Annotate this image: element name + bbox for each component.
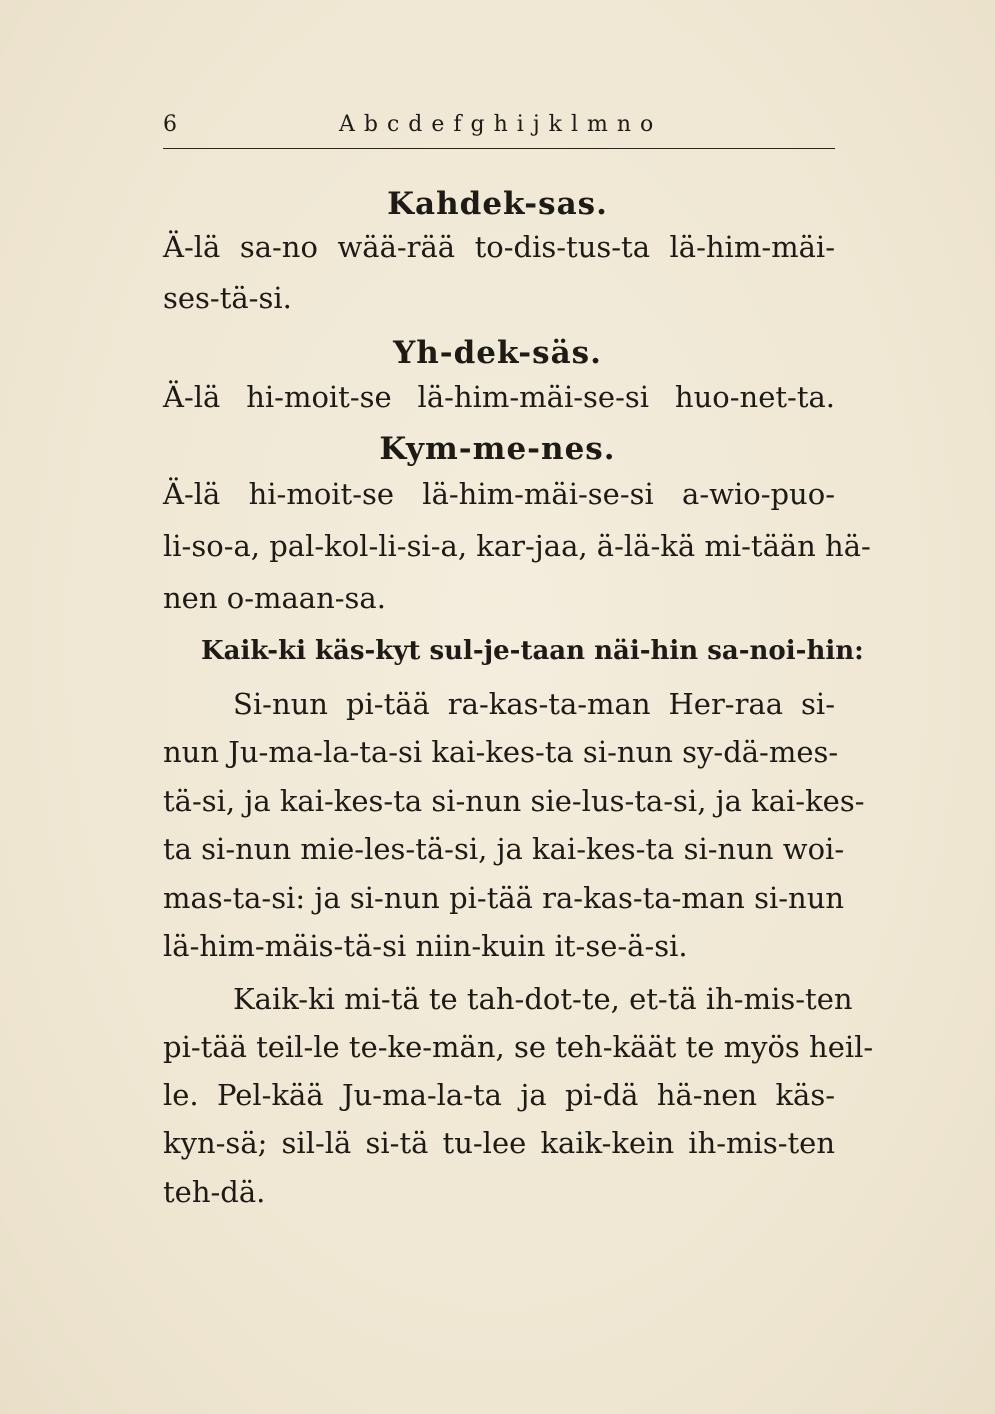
header-divider	[163, 148, 835, 149]
section-heading-eighth: Kahdek-sas.	[387, 186, 608, 222]
running-title-alphabet: Abcdefghijklmno	[339, 112, 663, 137]
text-line: Ä-lä hi-moit-se lä-him-mäi-se-si a-wio-puo-	[163, 477, 835, 511]
text-line: nun Ju-ma-la-ta-si kai-kes-ta si-nun sy-dä-mes-	[163, 735, 839, 769]
text-line: Kaik-ki mi-tä te tah-dot-te, et-tä ih-mis-ten	[233, 982, 853, 1016]
text-line: tä-si, ja kai-kes-ta si-nun sie-lus-ta-si, ja kai-kes-	[163, 784, 865, 818]
text-line: pi-tää teil-le te-ke-män, se teh-käät te myös heil-	[163, 1030, 874, 1064]
text-line: Ä-lä sa-no wää-rää to-dis-tus-ta lä-him-mäi-	[163, 230, 835, 264]
text-line: Si-nun pi-tää ra-kas-ta-man Her-raa si-	[233, 687, 835, 721]
text-line: kyn-sä; sil-lä si-tä tu-lee kaik-kein ih-mis-ten	[163, 1126, 835, 1160]
text-line: Ä-lä hi-moit-se lä-him-mäi-se-si huo-net-ta.	[163, 380, 835, 414]
section-heading-tenth: Kym-me-nes.	[379, 431, 616, 467]
text-line: teh-dä.	[163, 1175, 266, 1209]
section-heading-ninth: Yh-dek-säs.	[393, 335, 602, 371]
text-line: li-so-a, pal-kol-li-si-a, kar-jaa, ä-lä-kä mi-tään hä-	[163, 529, 871, 563]
text-line: ta si-nun mie-les-tä-si, ja kai-kes-ta si-nun woi-	[163, 832, 845, 866]
text-line: mas-ta-si: ja si-nun pi-tää ra-kas-ta-man si-nun	[163, 881, 845, 915]
text-line: le. Pel-kää Ju-ma-la-ta ja pi-dä hä-nen käs-	[163, 1078, 835, 1112]
text-line: lä-him-mäis-tä-si niin-kuin it-se-ä-si.	[163, 929, 688, 963]
page-number: 6	[163, 112, 177, 137]
text-line: nen o-maan-sa.	[163, 581, 386, 615]
page-header	[163, 108, 835, 148]
summary-intro: Kaik-ki käs-kyt sul-je-taan näi-hin sa-noi-hin:	[201, 636, 864, 666]
text-line: ses-tä-si.	[163, 281, 292, 315]
